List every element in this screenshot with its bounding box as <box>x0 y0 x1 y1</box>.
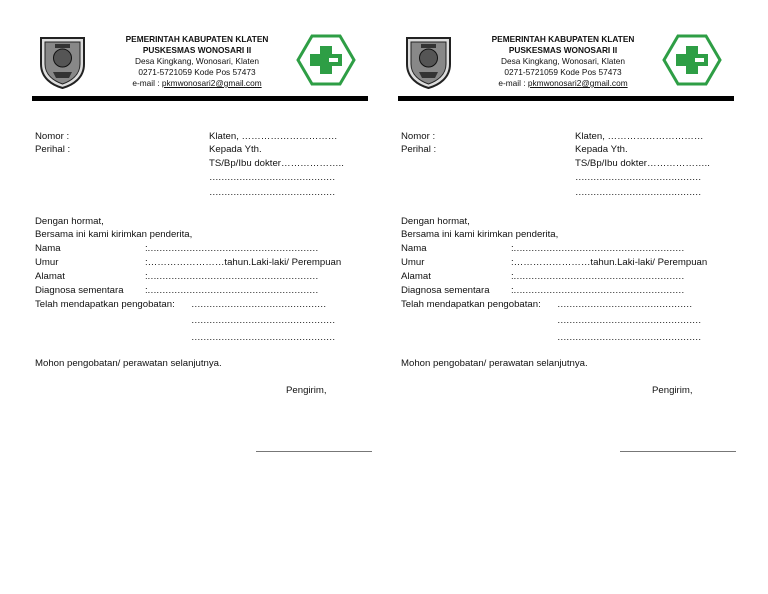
alamat-label: Alamat <box>401 271 431 282</box>
pengobatan-field: ……………………………………… <box>557 299 692 310</box>
letterhead <box>94 34 300 89</box>
referral-form-right <box>398 0 738 594</box>
pengobatan-dots-3: ………………………………………… <box>557 332 701 343</box>
nama-label: Nama <box>401 243 427 254</box>
pengobatan-dots-3: ………………………………………… <box>191 332 335 343</box>
nama-label: Nama <box>35 243 61 254</box>
signature-line <box>256 451 372 452</box>
nama-field: :………………………………………………… <box>145 243 318 254</box>
signature-line <box>620 451 736 452</box>
letterhead-puskesmas: PUSKESMAS WONOSARI II <box>508 45 618 55</box>
perihal-label: Perihal : <box>35 144 71 155</box>
klaten-date: Klaten, ………………………… <box>575 131 704 142</box>
email-link[interactable]: pkmwonosari2@gmail.com <box>527 78 628 88</box>
pengobatan-label: Telah mendapatkan pengobatan: <box>401 299 541 310</box>
regency-seal-icon <box>35 34 90 89</box>
diagnosa-label: Diagnosa sementara <box>401 285 490 296</box>
pengobatan-label: Telah mendapatkan pengobatan: <box>35 299 175 310</box>
pengobatan-dots-2: ………………………………………… <box>557 315 701 326</box>
letterhead-puskesmas: PUSKESMAS WONOSARI II <box>142 45 252 55</box>
intro-text: Bersama ini kami kirimkan penderita, <box>401 229 559 240</box>
letterhead-government: PEMERINTAH KABUPATEN KLATEN <box>491 34 635 44</box>
address-dots-2: …………………………………… <box>209 187 335 198</box>
letterhead-address: Desa Kingkang, Wonosari, Klaten <box>135 56 259 66</box>
letterhead-phone: 0271-5721059 Kode Pos 57473 <box>504 67 622 77</box>
letterhead-rule <box>398 96 734 101</box>
intro-text: Bersama ini kami kirimkan penderita, <box>35 229 193 240</box>
email-prefix: e-mail : <box>132 78 162 88</box>
puskesmas-logo-icon <box>296 34 356 86</box>
umur-field: :……………………tahun.Laki-laki/ Perempuan <box>145 257 342 268</box>
ts-dokter: TS/Bp/Ibu dokter……………….. <box>209 158 344 169</box>
kepada-yth: Kepada Yth. <box>209 144 262 155</box>
nomor-label: Nomor : <box>35 131 70 142</box>
letterhead <box>460 34 666 89</box>
diagnosa-field: :………………………………………………… <box>145 285 318 296</box>
letterhead-email-line <box>460 78 666 89</box>
referral-form-left <box>32 0 372 594</box>
letterhead-phone: 0271-5721059 Kode Pos 57473 <box>138 67 256 77</box>
umur-field: :……………………tahun.Laki-laki/ Perempuan <box>511 257 708 268</box>
alamat-label: Alamat <box>35 271 65 282</box>
pengirim-label: Pengirim, <box>652 385 693 396</box>
nama-field: :………………………………………………… <box>511 243 684 254</box>
umur-label: Umur <box>35 257 59 268</box>
ts-dokter: TS/Bp/Ibu dokter……………….. <box>575 158 710 169</box>
puskesmas-logo-icon <box>662 34 722 86</box>
kepada-yth: Kepada Yth. <box>575 144 628 155</box>
alamat-field: :………………………………………………… <box>511 271 684 282</box>
pengobatan-dots-2: ………………………………………… <box>191 315 335 326</box>
greeting: Dengan hormat, <box>35 216 104 227</box>
letterhead-rule <box>32 96 368 101</box>
nomor-label: Nomor : <box>401 131 436 142</box>
email-link[interactable]: pkmwonosari2@gmail.com <box>161 78 262 88</box>
address-dots-1: …………………………………… <box>575 172 701 183</box>
pengirim-label: Pengirim, <box>286 385 327 396</box>
letterhead-email-line <box>94 78 300 89</box>
alamat-field: :………………………………………………… <box>145 271 318 282</box>
letterhead-government: PEMERINTAH KABUPATEN KLATEN <box>125 34 269 44</box>
perihal-label: Perihal : <box>401 144 437 155</box>
diagnosa-label: Diagnosa sementara <box>35 285 124 296</box>
umur-label: Umur <box>401 257 425 268</box>
regency-seal-icon <box>401 34 456 89</box>
klaten-date: Klaten, ………………………… <box>209 131 338 142</box>
pengobatan-field: ……………………………………… <box>191 299 326 310</box>
address-dots-2: …………………………………… <box>575 187 701 198</box>
diagnosa-field: :………………………………………………… <box>511 285 684 296</box>
address-dots-1: …………………………………… <box>209 172 335 183</box>
email-prefix: e-mail : <box>498 78 528 88</box>
mohon-text: Mohon pengobatan/ perawatan selanjutnya. <box>35 358 222 369</box>
letterhead-address: Desa Kingkang, Wonosari, Klaten <box>501 56 625 66</box>
greeting: Dengan hormat, <box>401 216 470 227</box>
mohon-text: Mohon pengobatan/ perawatan selanjutnya. <box>401 358 588 369</box>
